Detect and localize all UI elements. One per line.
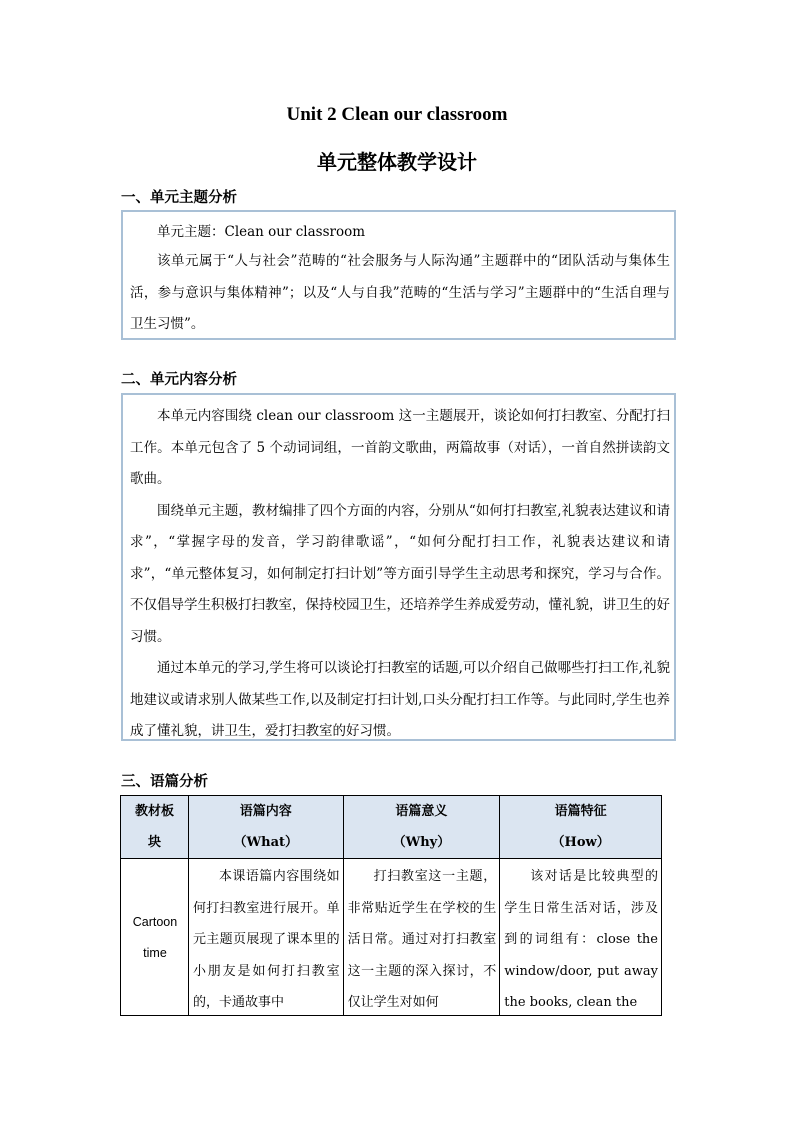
- table-row: [121, 859, 662, 1016]
- header-line: （What）: [233, 835, 299, 850]
- header-material-section: [121, 796, 189, 859]
- content-paragraph-1: 本单元内容围绕 clean our classroom 这一主题展开，谈论如何打扫教室、分配打扫工作。本单元包含了 5 个动词词组，一首韵文歌曲，两篇故事（对话），一首自然拼读韵文歌曲。: [130, 408, 670, 487]
- section2-heading: 二、单元内容分析: [121, 371, 237, 388]
- table-header-row: [121, 796, 662, 859]
- how-text: 该对话是比较典型的学生日常生活对话，涉及到的词组有：close the window/door, put away the books, clean the: [504, 869, 658, 1010]
- header-line: 语篇内容: [239, 804, 292, 819]
- content-paragraph-2: 围绕单元主题，教材编排了四个方面的内容，分别从“如何打扫教室,礼貌表达建议和请求”，“掌握字母的发音，学习韵律歌谣”，“如何分配打扫工作，礼貌表达建议和请求”，“单元整体复习，如何制定打扫计划”等方面引导学生主动思考和探究，学习与合作。不仅倡导学生积极打扫教室，保持校园卫生，还培养学生养成爱劳动，懂礼貌，讲卫生的好习惯。: [130, 502, 670, 645]
- label-line: Cartoon: [132, 914, 178, 929]
- cell-section-label: [121, 859, 189, 1016]
- what-text: 本课语篇内容围绕如何打扫教室进行展开。单元主题页展现了课本里的小朋友是如何打扫教室的，卡通故事中: [192, 869, 340, 1010]
- header-why: [343, 796, 500, 859]
- header-line: 块: [147, 835, 161, 850]
- section1-box: [121, 210, 676, 340]
- cell-why: [343, 859, 500, 1016]
- section2-box: [121, 393, 676, 741]
- section3-heading: 三、语篇分析: [121, 773, 208, 790]
- header-line: （How）: [551, 835, 610, 850]
- header-how: [500, 796, 662, 859]
- content-paragraph-3: 通过本单元的学习,学生将可以谈论打扫教室的话题,可以介绍自己做哪些打扫工作,礼貌地建议或请求别人做某些工作,以及制定打扫计划,口头分配打扫工作等。与此同时,学生也养成了懂礼貌，讲卫生，爱打扫教室的好习惯。: [130, 660, 670, 739]
- section1-heading: 一、单元主题分析: [121, 189, 237, 206]
- header-line: 语篇特征: [554, 804, 607, 819]
- why-text: 打扫教室这一主题，非常贴近学生在学校的生活日常。通过对打扫教室这一主题的深入探讨，不仅让学生对如何: [347, 869, 497, 1010]
- theme-paragraph: 该单元属于“人与社会”范畴的“社会服务与人际沟通”主题群中的“团队活动与集体生活，参与意识与集体精神”；以及“人与自我”范畴的“生活与学习”主题群中的“生活自理与卫生习惯”。: [130, 253, 670, 332]
- document-title-cn: 单元整体教学设计: [317, 150, 477, 174]
- document-title-en: Unit 2 Clean our classroom: [286, 104, 508, 125]
- label-line: time: [143, 946, 167, 960]
- header-what: [188, 796, 343, 859]
- cell-what: [188, 859, 343, 1016]
- header-line: 教材板: [134, 804, 174, 819]
- discourse-analysis-table: [120, 795, 662, 1016]
- theme-line: 单元主题：Clean our classroom: [157, 224, 366, 240]
- header-line: （Why）: [392, 835, 451, 850]
- cell-how: [500, 859, 662, 1016]
- header-line: 语篇意义: [395, 804, 448, 819]
